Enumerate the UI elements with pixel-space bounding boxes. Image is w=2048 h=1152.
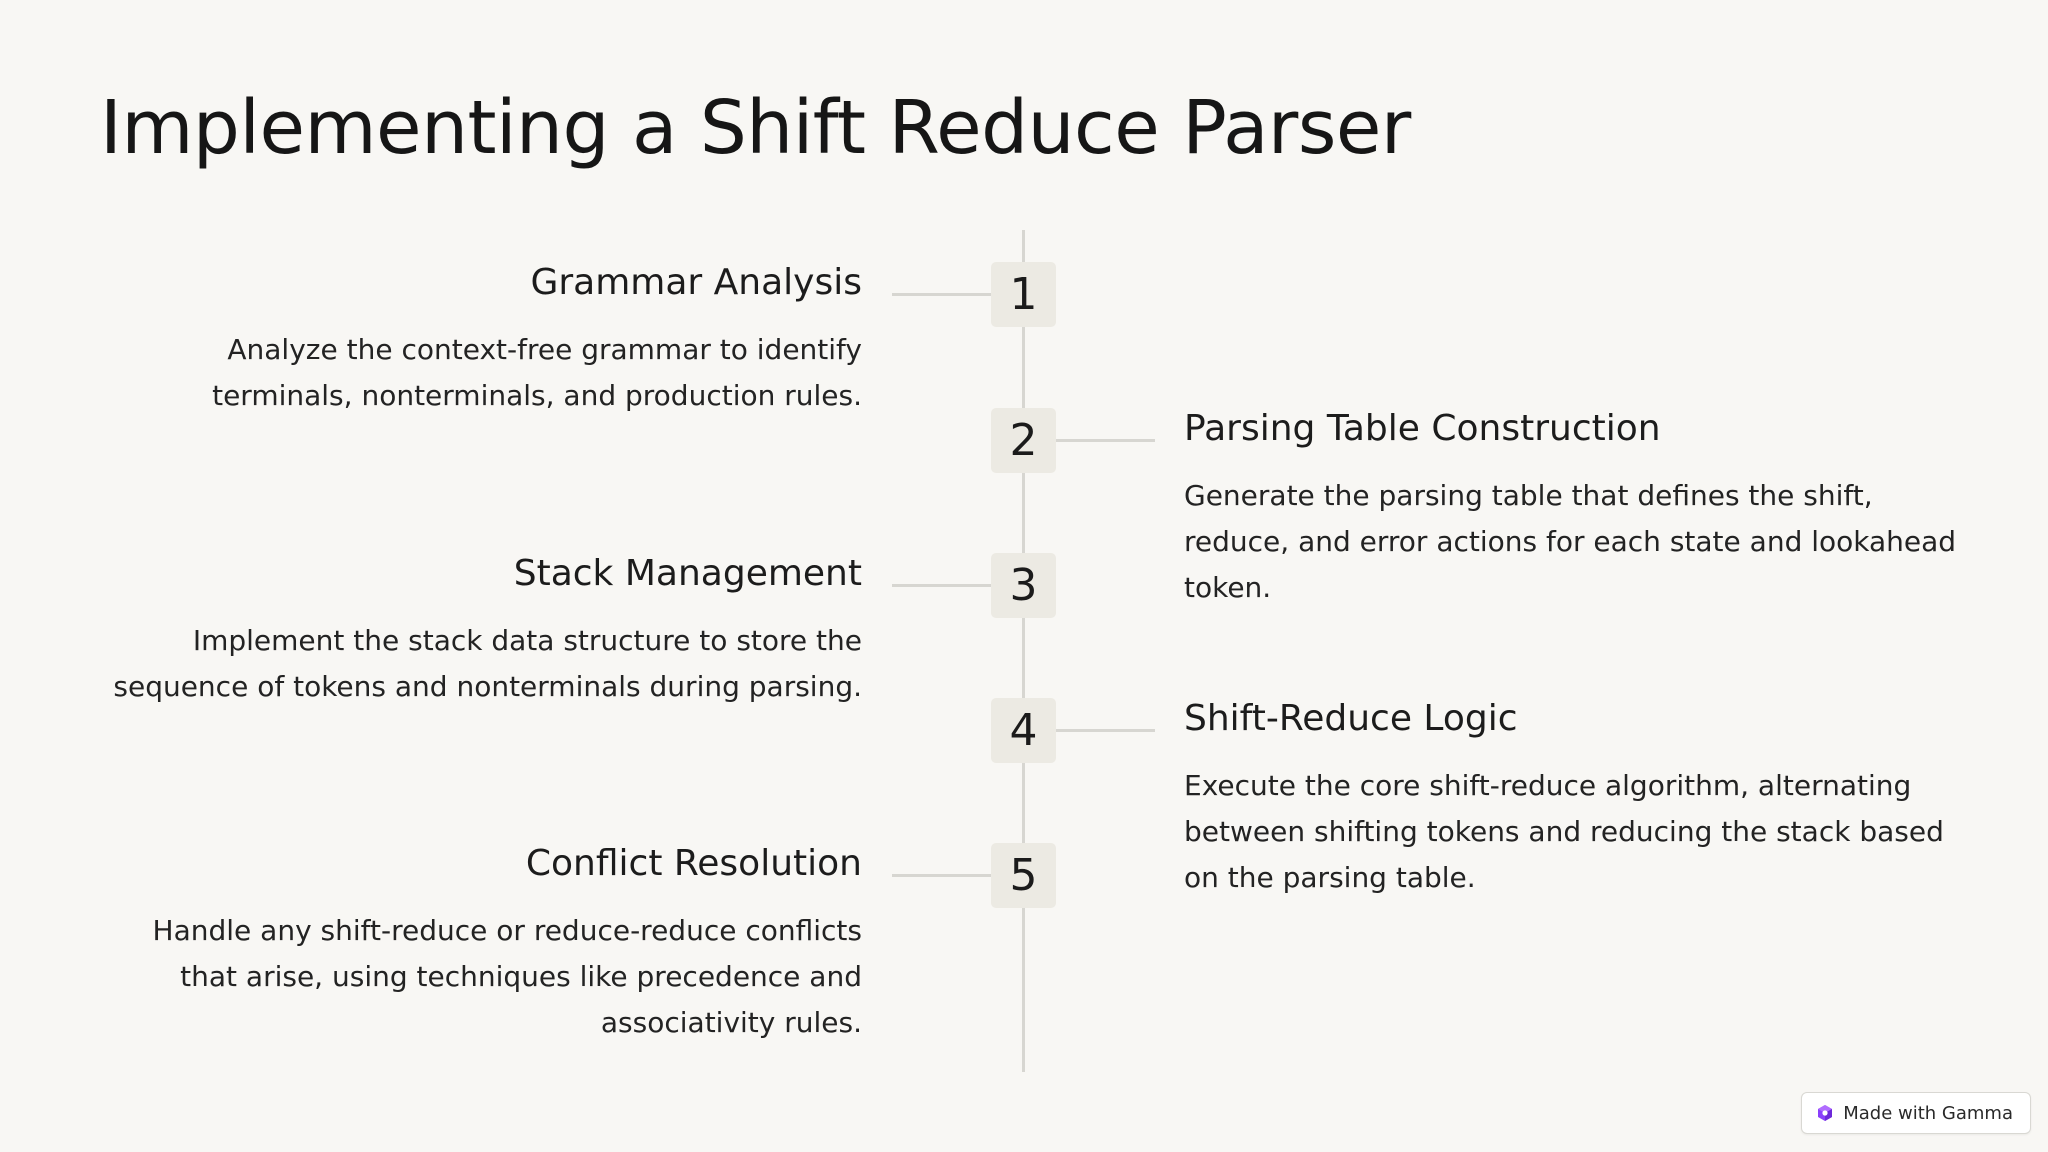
step-description: Generate the parsing table that defines the shift, reduce, and error actions for each state and lookahead token. (1184, 479, 1957, 604)
timeline-line (1022, 230, 1025, 1072)
step-number-box-3 (991, 553, 1056, 618)
step-title: Stack Management (513, 553, 862, 594)
step-description: Handle any shift-reduce or reduce-reduce conflicts that arise, using techniques like precedence and associativity rules. (152, 914, 862, 1039)
step-description: Analyze the context-free grammar to identify terminals, nonterminals, and production rules. (212, 333, 862, 412)
badge-label: Made with Gamma (1843, 1102, 2013, 1124)
made-with-gamma-badge[interactable] (1801, 1092, 2031, 1134)
step-title: Shift-Reduce Logic (1184, 698, 1518, 739)
connector-1 (892, 293, 992, 296)
step-description: Implement the stack data structure to store the sequence of tokens and nonterminals during parsing. (113, 624, 862, 703)
step-number-box-4 (991, 698, 1056, 763)
step-number: 2 (1009, 415, 1038, 466)
step-number-box-2 (991, 408, 1056, 473)
timeline-step-5 (92, 841, 862, 1046)
step-title: Grammar Analysis (530, 262, 862, 303)
connector-3 (892, 584, 992, 587)
connector-4 (1055, 729, 1155, 732)
timeline-step-2 (1184, 406, 1964, 611)
timeline-step-3 (92, 551, 862, 710)
slide-title: Implementing a Shift Reduce Parser (100, 85, 1411, 171)
connector-5 (892, 874, 992, 877)
timeline-step-1 (92, 260, 862, 419)
step-number: 1 (1009, 269, 1038, 320)
timeline-step-4 (1184, 696, 1964, 901)
step-number: 5 (1009, 850, 1038, 901)
step-title: Parsing Table Construction (1184, 408, 1661, 449)
step-title: Conflict Resolution (525, 843, 862, 884)
step-description: Execute the core shift-reduce algorithm, alternating between shifting tokens and reducing the stack based on the parsing table. (1184, 769, 1944, 894)
gamma-logo-icon (1816, 1104, 1834, 1122)
step-number-box-5 (991, 843, 1056, 908)
step-number-box-1 (991, 262, 1056, 327)
connector-2 (1055, 439, 1155, 442)
step-number: 3 (1009, 560, 1038, 611)
step-number: 4 (1009, 705, 1038, 756)
